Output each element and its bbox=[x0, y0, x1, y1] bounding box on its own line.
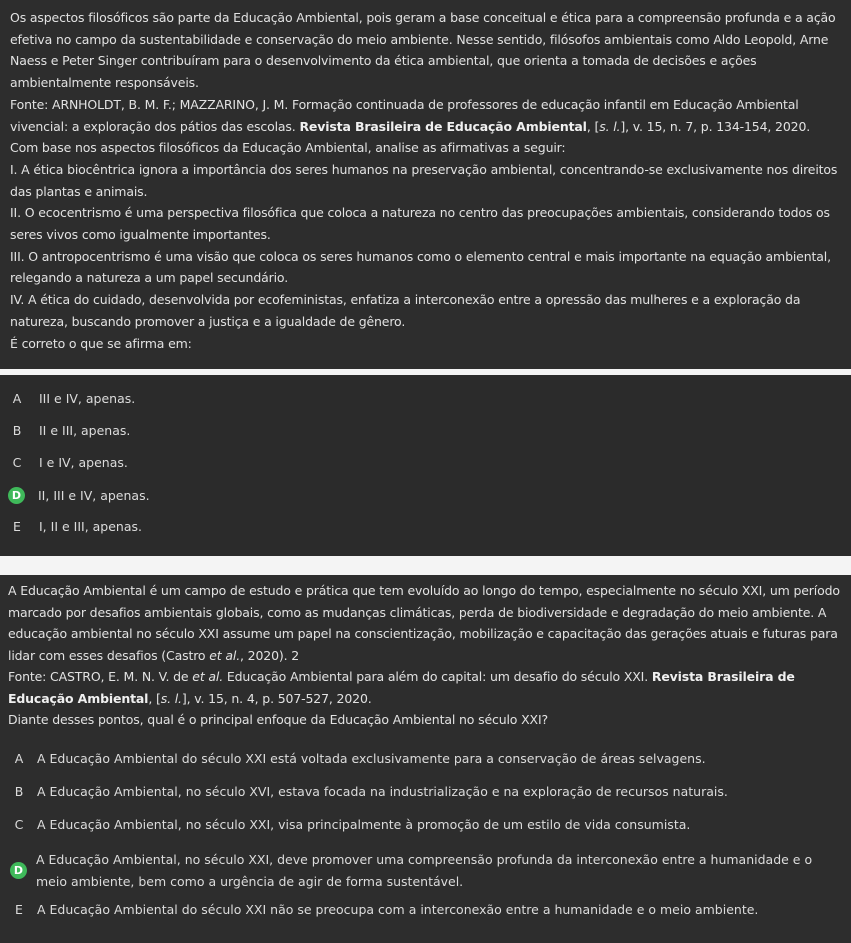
option-letter: A bbox=[12, 391, 22, 406]
q2-option-d[interactable] bbox=[10, 849, 825, 892]
q1-option-d[interactable] bbox=[8, 487, 150, 504]
q1-statement-ii: II. O ecocentrismo é uma perspectiva filosófica que coloca a natureza no centro das preocupações ambientais, considerando todos os seres vivos como igualmente importantes. bbox=[10, 205, 830, 243]
q1-prompt: É correto o que se afirma em: bbox=[10, 335, 192, 351]
option-letter: B bbox=[12, 423, 22, 438]
q2-option-e[interactable] bbox=[10, 902, 758, 917]
q1-statement-iv: IV. A ética do cuidado, desenvolvida por ecofeministas, enfatiza a interconexão entre a opressão das mulheres e a exploração da natureza, buscando promover a justiça e a igualdade de gênero. bbox=[10, 292, 801, 329]
option-letter: E bbox=[15, 902, 23, 917]
q1-statement-iii: III. O antropocentrismo é uma visão que coloca os seres humanos como o elemento central e mais importante na equação ambiental, relegando a natureza a um papel secundário. bbox=[10, 248, 831, 286]
option-text: A Educação Ambiental, no século XXI, deve promover uma compreensão profunda da interconexão entre a humanidade e o meio ambiente, bem como a urgência de agir de forma sustentável. bbox=[36, 852, 813, 889]
option-text: A Educação Ambiental do século XXI está voltada exclusivamente para a conservação de áreas selvagens. bbox=[37, 751, 706, 766]
q1-source: Fonte: ARNHOLDT, B. M. F.; MAZZARINO, J. M. Formação continuada de professores de educação infantil em Educação Ambiental vivencial: a exploração dos pátios das escolas. Revista Brasileira de Educação Ambiental, [s. l.], v. 15, n. 7, p. 134-154, 2020. bbox=[10, 96, 811, 134]
option-text: A Educação Ambiental do século XXI não se preocupa com a interconexão entre a humanidade e o meio ambiente. bbox=[37, 902, 759, 917]
separator bbox=[0, 556, 851, 575]
q2-option-a[interactable] bbox=[10, 751, 706, 766]
q1-intro: Os aspectos filosóficos são parte da Educação Ambiental, pois geram a base conceitual e ética para a compreensão profunda e a ação efetiva no campo da sustentabilidade e conservação do meio ambiente. Nesse sentido, filósofos ambientais como Aldo Leopold, Arne Naess e Peter Singer contribuíram para o desenvolvimento da ética ambiental, que orienta a tomada de decisões e ações ambientalmente responsáveis. bbox=[10, 10, 836, 91]
q2-source: Fonte: CASTRO, E. M. N. V. de et al. Educação Ambiental para além do capital: um desafio do século XXI. Revista Brasileira de Educação Ambiental, [s. l.], v. 15, n. 4, p. 507-527, 2020. bbox=[8, 669, 795, 706]
q1-option-e[interactable] bbox=[8, 519, 142, 534]
question-2 bbox=[0, 575, 851, 943]
question-2-statement bbox=[8, 580, 843, 731]
option-text: I e IV, apenas. bbox=[39, 455, 128, 470]
question-1-options bbox=[0, 375, 851, 556]
option-text: II, III e IV, apenas. bbox=[38, 488, 150, 503]
option-text: II e III, apenas. bbox=[39, 423, 131, 438]
correct-answer-badge: D bbox=[10, 862, 27, 879]
q2-option-c[interactable] bbox=[10, 817, 690, 832]
q2-intro: A Educação Ambiental é um campo de estudo e prática que tem evoluído ao longo do tempo, especialmente no século XXI, um período marcado por desafios ambientais globais, como as mudanças climáticas, perda de biodiversidade e degradação do meio ambiente. A educação ambiental no século XXI assume um papel na conscientização, mobilização e capacitação das gerações atuais e futuras para lidar com esses desafios (Castro et al., 2020). 2 bbox=[8, 583, 840, 663]
option-letter: C bbox=[14, 817, 24, 832]
option-text: I, II e III, apenas. bbox=[39, 519, 143, 534]
option-text: A Educação Ambiental, no século XVI, estava focada na industrialização e na exploração de recursos naturais. bbox=[37, 784, 728, 799]
q1-option-a[interactable] bbox=[8, 391, 135, 406]
option-text: A Educação Ambiental, no século XXI, visa principalmente à promoção de um estilo de vida consumista. bbox=[37, 817, 691, 832]
option-letter: E bbox=[13, 519, 21, 534]
q1-option-b[interactable] bbox=[8, 423, 130, 438]
q1-option-c[interactable] bbox=[8, 455, 128, 470]
q2-option-b[interactable] bbox=[10, 784, 728, 799]
option-text: III e IV, apenas. bbox=[39, 391, 136, 406]
correct-answer-badge: D bbox=[8, 487, 25, 504]
question-1-statement bbox=[0, 0, 851, 369]
q1-instruction: Com base nos aspectos filosóficos da Educação Ambiental, analise as afirmativas a seguir: bbox=[10, 140, 566, 156]
q1-statement-i: I. A ética biocêntrica ignora a importância dos seres humanos na preservação ambiental, concentrando-se exclusivamente nos direitos das plantas e animais. bbox=[10, 161, 838, 199]
q2-prompt: Diante desses pontos, qual é o principal enfoque da Educação Ambiental no século XXI? bbox=[8, 712, 548, 727]
option-letter: C bbox=[12, 455, 22, 470]
option-letter: B bbox=[14, 784, 24, 799]
option-letter: A bbox=[14, 751, 24, 766]
